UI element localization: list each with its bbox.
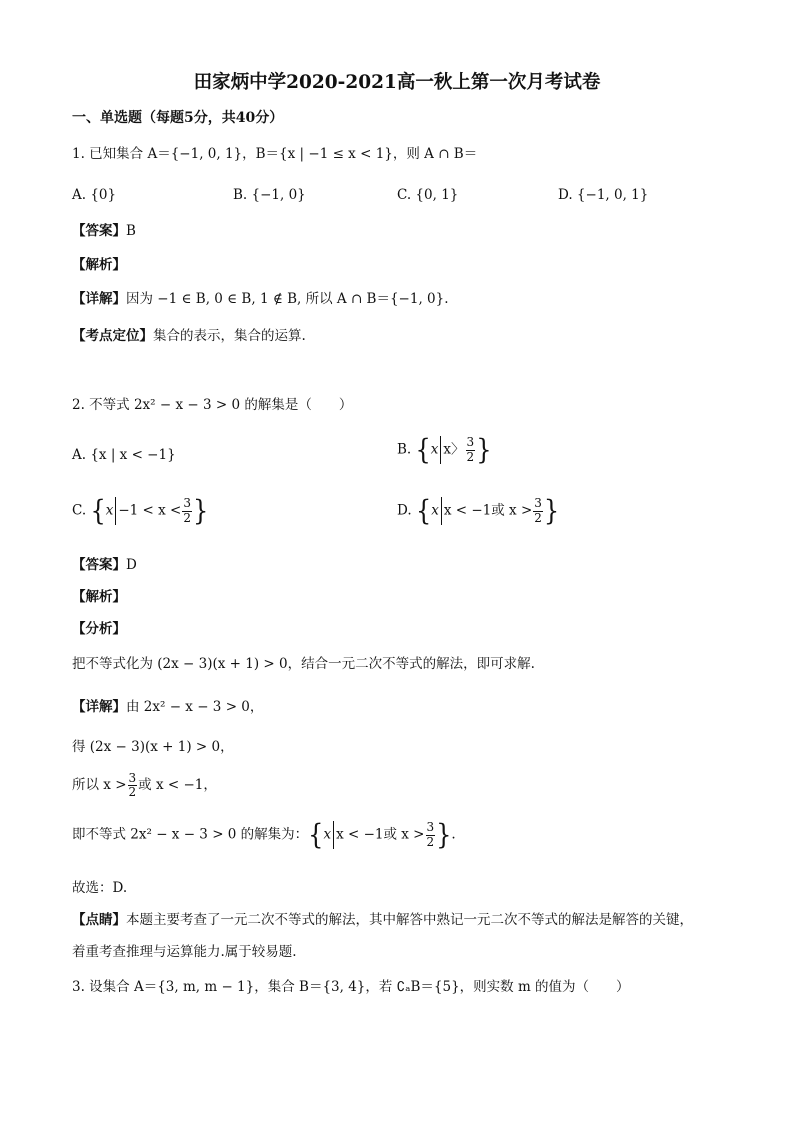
q1-answer [72, 223, 136, 239]
fraction [128, 772, 138, 799]
key-point-text: 集合的表示，集合的运算. [153, 328, 306, 344]
q3-stem: 3. 设集合 A＝{3, m, m − 1}，集合 B＝{3, 4}，若 ∁ₐB＝{5}，则实数 m 的值为（ ） [72, 979, 630, 995]
fraction [182, 497, 192, 524]
set-condition: x〉 [443, 441, 465, 458]
q1-option-a: A. {0} [72, 187, 117, 203]
q2-fenxi-tag: 【分析】 [72, 621, 126, 637]
left-brace: { [415, 433, 431, 467]
set-variable: x [323, 826, 332, 843]
right-brace: } [476, 433, 492, 467]
set-variable: x [431, 502, 439, 519]
fraction-denominator: 2 [534, 510, 542, 525]
detail-tag: 【详解】 [72, 699, 126, 715]
set-condition: x < −1或 x > [336, 826, 425, 843]
comment-tag: 【点睛】 [72, 912, 126, 928]
key-point-tag: 【考点定位】 [72, 328, 153, 344]
set-bar [440, 436, 441, 464]
q2-option-c [72, 494, 209, 528]
fraction-numerator: 3 [534, 496, 542, 511]
q1-option-b: B. {−1, 0} [233, 187, 306, 203]
q2-detail-line-3 [72, 772, 217, 799]
answer-value: D [126, 557, 137, 573]
right-brace: } [193, 494, 209, 528]
q2-comment-line-2: 着重考查推理与运算能力.属于较易题. [72, 944, 297, 960]
q2-option-a: A. {x | x < −1} [72, 447, 176, 463]
fraction-numerator: 3 [128, 771, 137, 785]
q2-analysis-tag: 【解析】 [72, 589, 126, 605]
q2-option-d [397, 494, 560, 528]
fraction-numerator: 3 [426, 820, 435, 835]
period: . [451, 826, 456, 843]
answer-tag: 【答案】 [72, 557, 126, 573]
fraction [533, 497, 543, 524]
right-brace: } [543, 494, 560, 528]
q2-detail-line-4 [72, 818, 456, 852]
q1-analysis-tag: 【解析】 [72, 257, 126, 273]
section-heading: 一、单选题（每题5分，共40分） [72, 110, 284, 126]
q2-stem: 2. 不等式 2x² − x − 3 > 0 的解集是（ ） [72, 397, 353, 413]
set-bar [115, 497, 116, 525]
q2-detail-line-2: 得 (2x − 3)(x + 1) > 0， [72, 739, 234, 755]
answer-tag: 【答案】 [72, 223, 126, 239]
q1-key-point [72, 328, 306, 344]
fraction-denominator: 2 [426, 834, 435, 849]
q2-detail-line-1 [72, 699, 263, 715]
fraction [466, 436, 476, 463]
fraction-denominator: 2 [128, 785, 137, 800]
answer-value: B [126, 223, 136, 239]
left-brace: { [90, 494, 106, 528]
q1-detail [72, 291, 449, 307]
set-bar [333, 821, 334, 849]
page-title: 田家炳中学2020-2021高一秋上第一次月考试卷 [193, 72, 601, 93]
q1-option-d: D. {−1, 0, 1} [558, 187, 649, 203]
comment-text: 本题主要考查了一元二次不等式的解法，其中解答中熟记一元二次不等式的解法是解答的关键， [126, 912, 693, 928]
q2-option-b [397, 433, 492, 467]
q2-answer [72, 557, 137, 573]
q2-choose: 故选：D. [72, 880, 128, 896]
q2-comment-line-1 [72, 912, 693, 928]
detail-text: 所以 x > [72, 777, 127, 794]
detail-text: 由 2x² − x − 3 > 0， [126, 699, 264, 715]
option-label: B. [397, 441, 412, 458]
set-condition: −1 < x < [118, 502, 182, 519]
detail-text: 即不等式 2x² − x − 3 > 0 的解集为： [72, 826, 309, 843]
detail-tag: 【详解】 [72, 291, 126, 307]
left-brace: { [308, 818, 324, 852]
q1-option-c: C. {0, 1} [397, 187, 459, 203]
fraction-numerator: 3 [183, 496, 191, 511]
set-bar [441, 497, 442, 525]
detail-text: 因为 −1 ∈ B, 0 ∈ B, 1 ∉ B, 所以 A ∩ B＝{−1, 0}. [126, 291, 449, 307]
q1-stem: 1. 已知集合 A＝{−1, 0, 1}，B＝{x | −1 ≤ x < 1}，则 A ∩ B＝ [72, 146, 478, 162]
fraction-numerator: 3 [466, 435, 475, 450]
option-label: D. [397, 502, 412, 519]
fraction [426, 821, 436, 848]
set-variable: x [105, 502, 114, 519]
left-brace: { [415, 494, 432, 528]
set-condition: x < −1或 x > [443, 502, 533, 519]
q2-fenxi-text: 把不等式化为 (2x − 3)(x + 1) > 0，结合一元二次不等式的解法，即可求解. [72, 656, 535, 672]
fraction-denominator: 2 [183, 510, 191, 525]
fraction-denominator: 2 [466, 449, 475, 464]
detail-text: 或 x < −1， [138, 777, 217, 794]
option-label: C. [72, 502, 87, 519]
right-brace: } [436, 818, 452, 852]
set-variable: x [430, 441, 439, 458]
